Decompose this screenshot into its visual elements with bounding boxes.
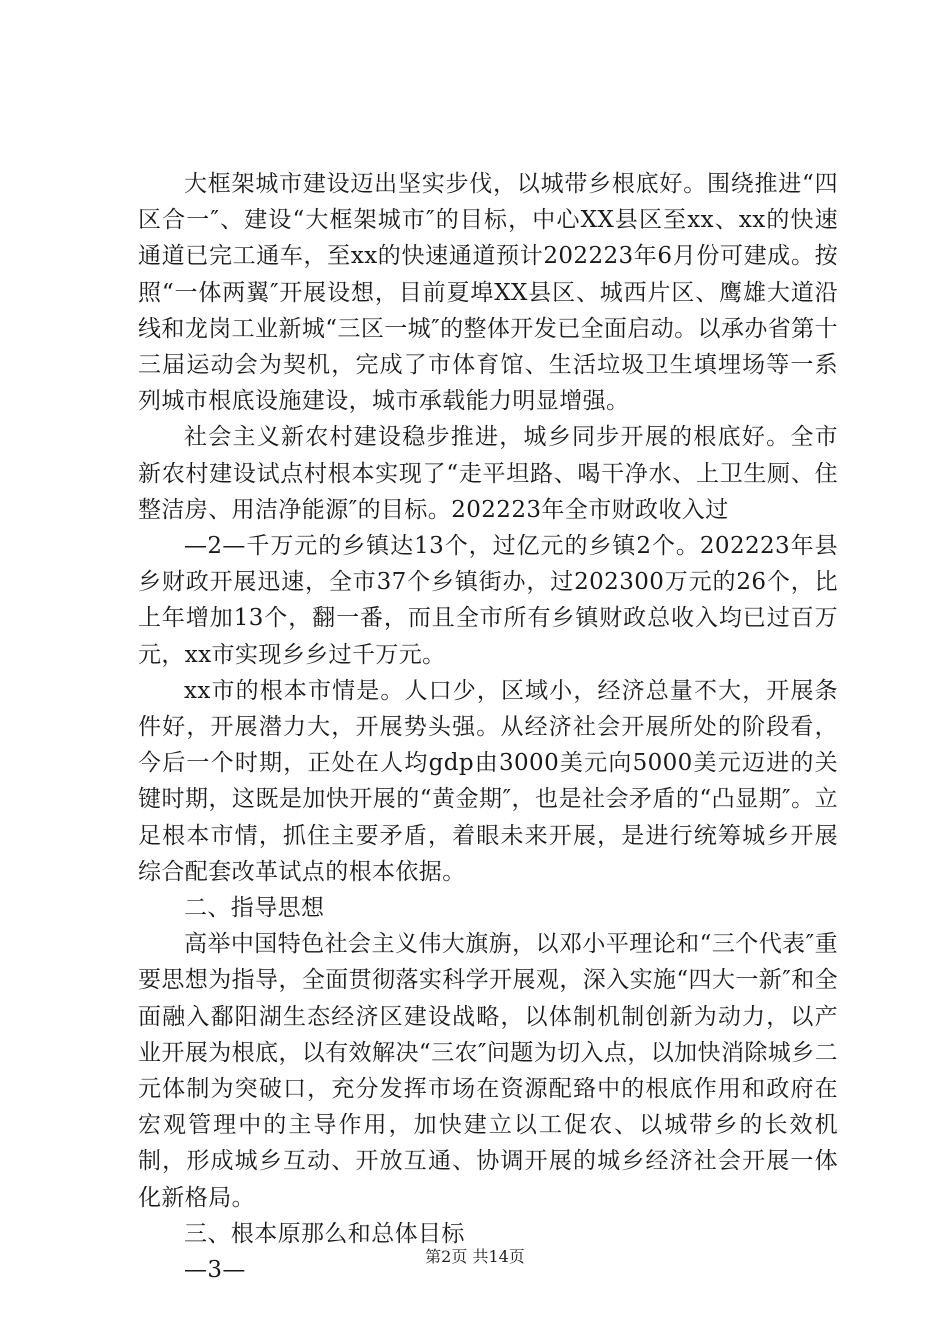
document-body (138, 166, 838, 1288)
paragraph-basic-city-situation: xx市的根本市情是。人口少，区域小，经济总量不大，开展条件好，开展潜力大，开展势头强。从经济社会开展所处的阶段看，今后一个时期，正处在人均gdp由3000美元向5000美元迈进的关键时期，这既是加快开展的“黄金期″，也是社会矛盾的“凸显期″。立足根本市情，抓住主要矛盾，着眼未来开展，是进行统筹城乡开展综合配套改革试点的根本依据。 (138, 677, 838, 885)
page-footer: 第2页 共14页 (425, 1247, 525, 1266)
inline-page-marker: —3— (184, 1257, 246, 1284)
heading-principles-and-goals: 三、根本原那么和总体目标 (184, 1220, 465, 1247)
paragraph-guiding-ideology: 高举中国特色社会主义伟大旗旃，以邓小平理论和“三个代表″重要思想为指导，全面贯彻落实科学开展观，深入实施“四大一新″和全面融入鄱阳湖生态经济区建设战略，以体制机制创新为动力，以产业开展为根底，以有效解决“三农″问题为切入点，以加快消除城乡二元体制为突破口，充分发挥市场在资源配臵中的根底作用和政府在宏观管理中的主导作用，加快建立以工促农、以城带乡的长效机制，形成城乡互动、开放互通、协调开展的城乡经济社会开展一体化新格局。 (138, 931, 838, 1211)
paragraph-new-countryside: 社会主义新农村建设稳步推进，城乡同步开展的根底好。全市新农村建设试点村根本实现了“走平坦路、喝干净水、上卫生厕、住整洁房、用洁净能源″的目标。202223年全市财政收入过 (138, 424, 838, 523)
paragraph-urban-construction: 大框架城市建设迈出坚实步伐，以城带乡根底好。围绕推进“四区合一″、建设“大框架城市″的目标，中心XX县区至xx、xx的快速通道已完工通车，至xx的快速通道预计202223年6月份可建成。按照“一体两翼″开展设想，目前夏埠XX县区、城西片区、鹰雄大道沿线和龙岗工业新城“三区一城″的整体开发已全面启动。以承办省第十三届运动会为契机，完成了市体育馆、生活垃圾卫生填埋场等一系列城市根底设施建设，城市承载能力明显增强。 (138, 171, 838, 415)
heading-guiding-ideology: 二、指导思想 (184, 895, 325, 922)
paragraph-township-finance: —2—千万元的乡镇达13个，过亿元的乡镇2个。202223年县乡财政开展迅速，全市37个乡镇街办，过202300万元的26个，比上年增加13个，翻一番，而且全市所有乡镇财政总收入均已过百万元，xx市实现乡乡过千万元。 (138, 533, 838, 668)
